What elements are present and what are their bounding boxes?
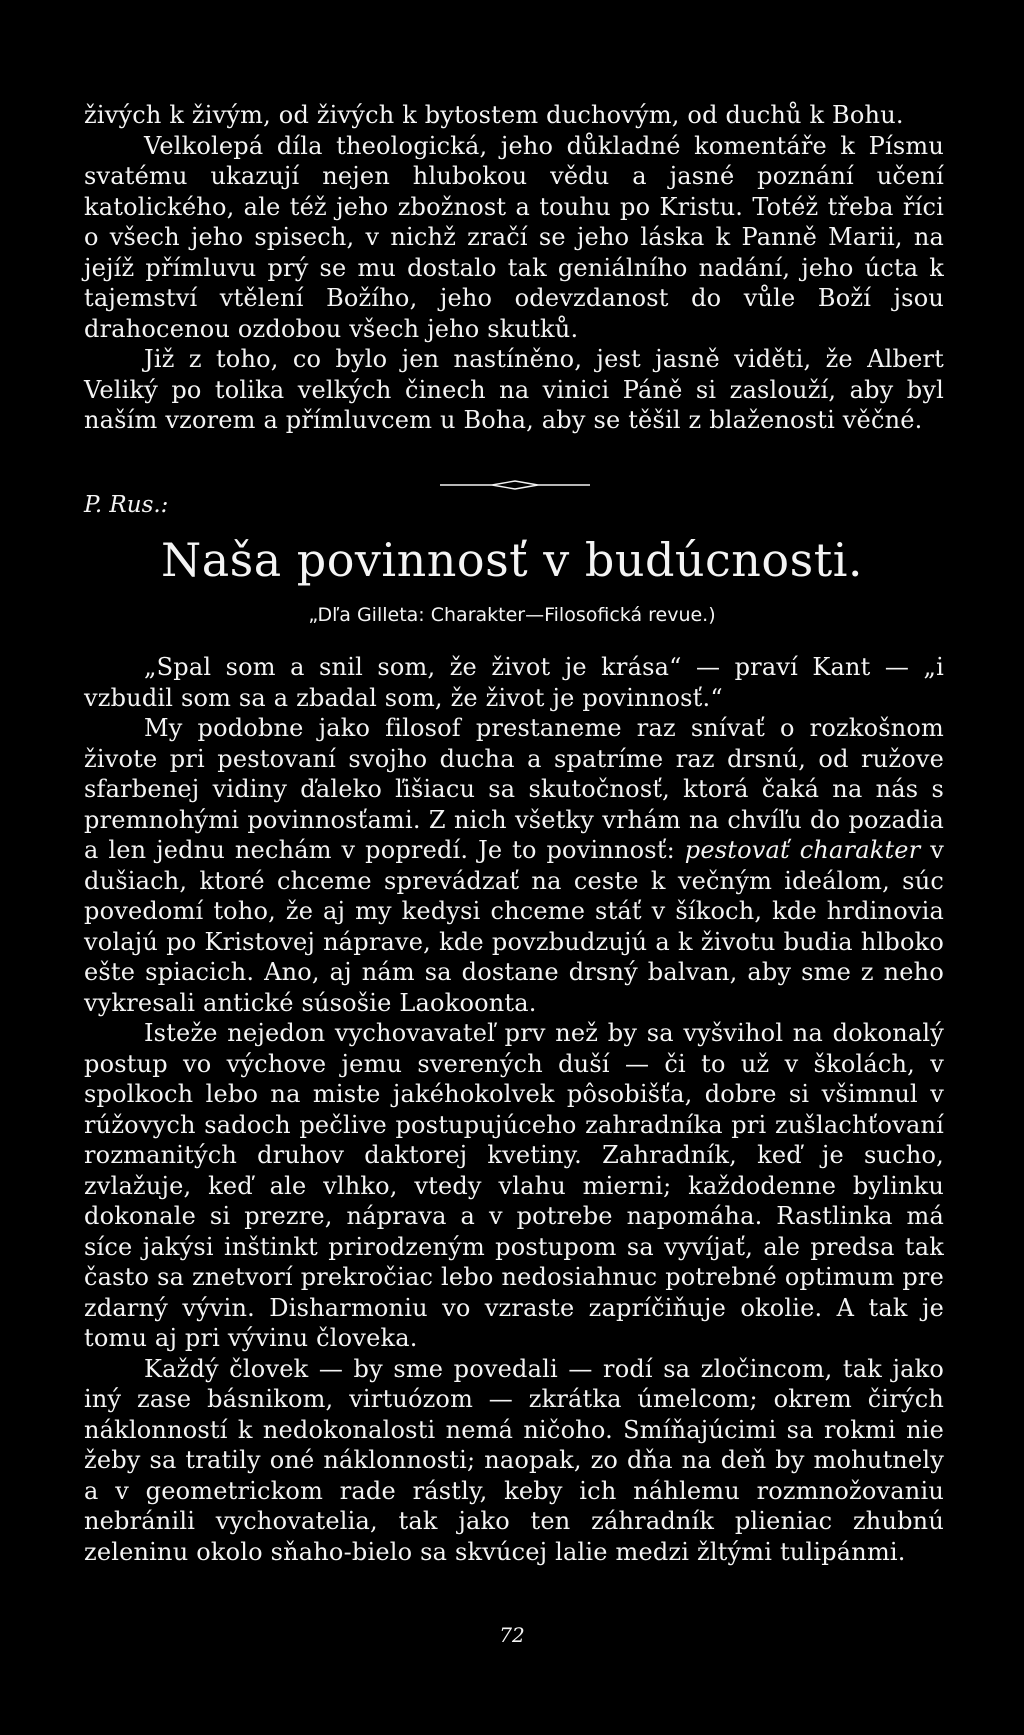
continuation-text — [84, 100, 944, 436]
page-number: 72 — [499, 1623, 525, 1647]
author-name: P. Rus.: — [84, 492, 169, 518]
continuation-line: živých k živým, od živých k bytostem duchovým, od duchů k Bohu. — [84, 101, 904, 129]
ornament-divider-icon — [440, 480, 590, 490]
emphasis-character: pestovať charakter — [684, 836, 921, 864]
paragraph-human: Každý človek — by sme povedali — rodí sa zločincom, tak jako iný zase básnikom, virtuózom — zkrátka úmelcom; okrem čirých náklonností k nedokonalosti nemá ničoho. Smíňajúcimi sa rokmi nie žeby sa tratily oné náklonnosti; naopak, zo dňa na deň by mohutnely a v geometrickom rade rástly, keby ich náhlemu rozmnožovaniu nebránili vychovatelia, tak jako ten záhradník plieniac zhubnú zeleninu okolo sňaho-bielo sa skvúcej lalie medzi žltými tulipánmi. — [84, 1354, 944, 1566]
paragraph-duty — [84, 713, 944, 1018]
paragraph-gardener: Isteže nejedon vychovavateľ prv než by sa vyšvihol na dokonalý postup vo výchove jemu sverených duší — či to už v školách, v spolkoch lebo na miste jakéhokolvek pôsobišťa, dobre si všimnul v rúžovych sadoch pečlive postupujúceho zahradníka pri zušlachťovaní rozmanitých druhov daktorej kvetiny. Zahradník, keď je sucho, zvlažuje, keď ale vlhko, vtedy vlahu mierni; každodenne bylinku dokonale si prezre, náprava a v potrebe napomáha. Rastlinka má síce jakýsi inštinkt prirodzeným postupom sa vyvíjať, ale predsa tak často sa znetvorí prekročiac lebo nedosiahnuc potrebné optimum pre zdarný vývin. Disharmoniu vo vzraste zapríčiňuje okolie. A tak je tomu aj pri vývinu človeka. — [84, 1019, 944, 1352]
article-body — [84, 652, 944, 1567]
paragraph-duty-end: v dušiach, ktoré chceme sprevádzať na ceste k večným ideálom, súc povedomí toho, že aj my kedysi chceme stáť v šíkoch, kde hrdinovia volajú po Kristovej náprave, kde povzbudzujú a k životu budia hlboko ešte spiacich. Ano, aj nám sa dostane drsný balvan, aby sme z neho vykresali antické súsošie Laokoonta. — [84, 836, 944, 1017]
quote-paragraph: „Spal som a snil som, že život je krása“ — praví Kant — „i vzbudil som sa a zbadal som, že život je povinnosť.“ — [84, 653, 944, 712]
article-title: Naša povinnosť v budúcnosti. — [160, 533, 864, 587]
paragraph-works: Velkolepá díla theologická, jeho důkladné komentáře k Písmu svatému ukazují nejen hlubokou vědu a jasné poznání učení katolického, ale též jeho zbožnost a touhu po Kristu. Totéž třeba říci o všech jeho spisech, v nichž zračí se jeho láska k Panně Marii, na jejíž přímluvu prý se mu dostalo tak geniálního nadání, jeho úcta k tajemství vtělení Božího, jeho odevzdanost do vůle Boží jsou drahocenou ozdobou všech jeho skutků. — [84, 131, 944, 343]
paragraph-duty-start: My podobne jako filosof prestaneme raz snívať o rozkošnom živote pri pestovaní svojho ducha a spatríme raz drsnú, od ružove sfarbenej vidiny ďaleko ľišiacu sa skutočnosť, ktorá čaká na nás s premnohými povinnosťami. Z nich všetky vrhám na chvíľu do pozadia a len jednu nechám v popredí. Je to povinnosť: — [84, 714, 944, 864]
paragraph-conclusion: Již z toho, co bylo jen nastíněno, jest jasně viděti, že Albert Veliký po tolika velkých činech na vinici Páně si zaslouží, aby byl naším vzorem a přímluvcem u Boha, aby se těšil z blaženosti věčné. — [84, 345, 944, 434]
article-source: „Dľa Gilleta: Charakter—Filosofická revue.) — [308, 604, 716, 626]
